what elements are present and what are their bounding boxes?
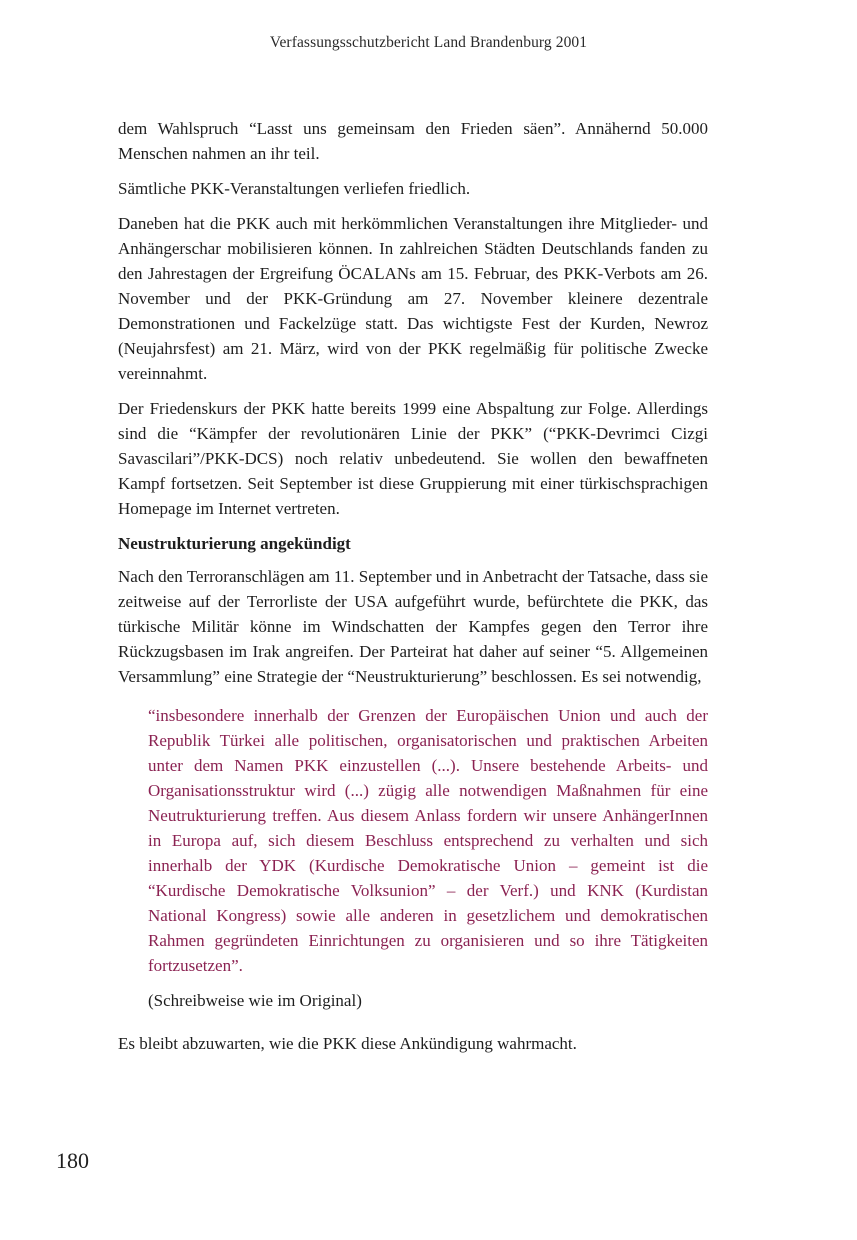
paragraph-abspaltung: Der Friedenskurs der PKK hatte bereits 1999 eine Abspaltung zur Folge. Allerdings sind die “Kämpfer der revolutionären Linie der PKK” (“PKK-Devrimci Cizgi Savascilari”/PKK-DCS) noch relativ unbedeutend. Sie wollen den bewaffneten Kampf fortsetzen. Seit September ist diese Gruppierung mit einer türkischsprachigen Homepage im Internet vertreten. (118, 399, 708, 518)
paragraph-wahlspruch: dem Wahlspruch “Lasst uns gemeinsam den Frieden säen”. Annähernd 50.000 Menschen nahmen an ihr teil. (118, 119, 708, 163)
block-quote: “insbesondere innerhalb der Grenzen der Europäischen Union und auch der Republik Türkei alle politischen, organisatorischen und praktischen Arbeiten unter dem Namen PKK einzustellen (...). Unsere bestehende Arbeits- und Organisationsstruktur wird (...) zügig alle notwendigen Maßnahmen für eine Neutrukturierung treffen. Aus diesem Anlass fordern wir unsere AnhängerInnen in Europa auf, sich diesem Beschluss entsprechend zu verhalten und sich innerhalb der YDK (Kurdische Demokratische Union – gemeint ist die “Kurdische Demokratische Volksunion” – der Verf.) und KNK (Kurdistan National Kongress) sowie alle anderen in gesetzlichem und demokratischen Rahmen gegründeten Einrichtungen zu organisieren und so ihre Tätigkeiten fortzusetzen”. (148, 706, 708, 975)
paragraph-terroranschlaege: Nach den Terroranschlägen am 11. September und in Anbetracht der Tatsache, dass sie zeitweise auf der Terrorliste der USA aufgeführt wurde, befürchtete die PKK, das türkische Militär könne im Windschatten der Kampfes gegen den Terror ihre Rückzugsbasen im Irak angreifen. Der Parteirat hat daher auf seiner “5. Allgemeinen Versammlung” eine Strategie der “Neustrukturierung” beschlossen. Es sei notwendig, (118, 567, 708, 686)
paragraph-veranstaltungen: Daneben hat die PKK auch mit herkömmlichen Veranstaltungen ihre Mitglieder- und Anhängerschar mobilisieren können. In zahlreichen Städten Deutschlands fanden zu den Jahrestagen der Ergreifung ÖCALANs am 15. Februar, des PKK-Verbots am 26. November und der PKK-Gründung am 27. November kleinere dezentrale Demonstrationen und Fackelzüge statt. Das wichtigste Fest der Kurden, Newroz (Neujahrsfest) am 21. März, wird von der PKK regelmäßig für politische Zwecke vereinnahmt. (118, 214, 708, 383)
quote-note: (Schreibweise wie im Original) (148, 991, 362, 1010)
page-number: 180 (56, 1148, 89, 1173)
page-content (118, 116, 708, 1066)
running-header: Verfassungsschutzbericht Land Brandenburg 2001 (269, 34, 588, 51)
paragraph-friedlich: Sämtliche PKK-Veranstaltungen verliefen friedlich. (118, 179, 471, 198)
paragraph-conclusion: Es bleibt abzuwarten, wie die PKK diese Ankündigung wahrmacht. (118, 1034, 577, 1053)
section-heading: Neustrukturierung angekündigt (118, 534, 351, 553)
